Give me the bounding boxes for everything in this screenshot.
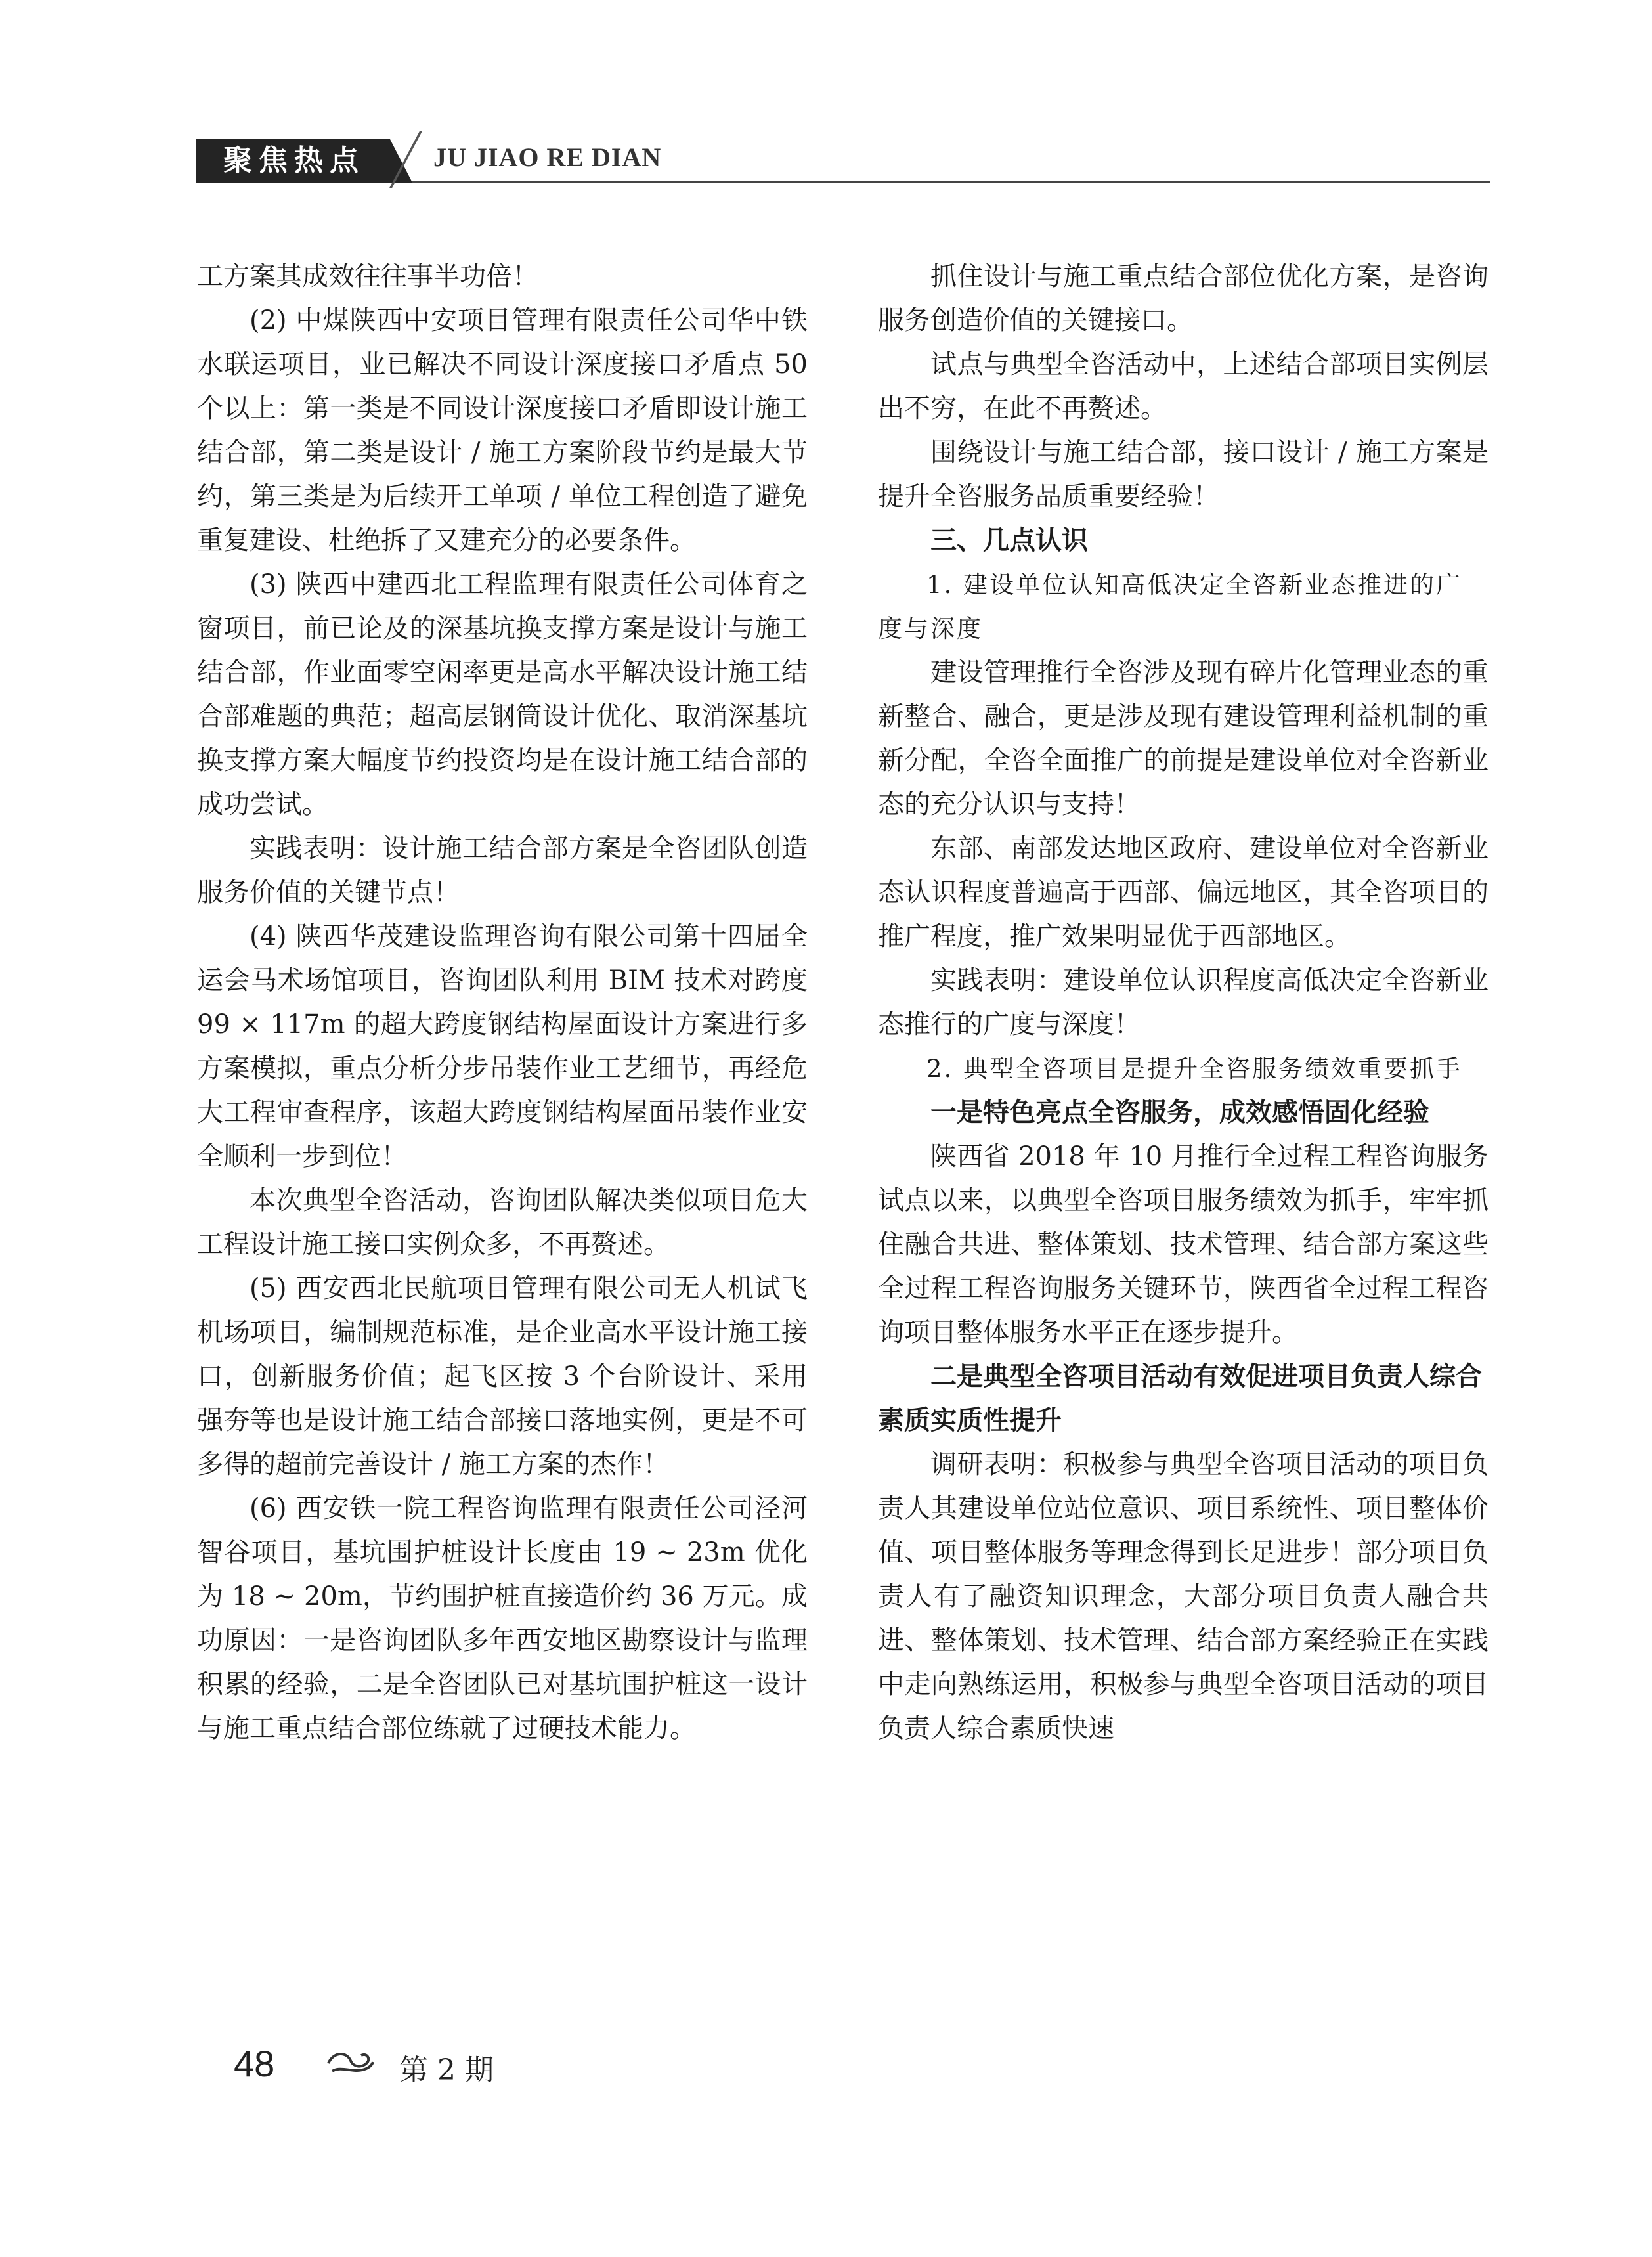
numbered-heading: 1. 建设单位认知高低决定全咨新业态推进的广度与深度 [878,571,1463,643]
paragraph: 调研表明：积极参与典型全咨项目活动的项目负责人其建设单位站位意识、项目系统性、项目整体价值、项目整体服务等理念得到长足进步！部分项目负责人有了融资知识理念，大部分项目负责人融合共进、整体策划、技术管理、结合部方案经验正在实践中走向熟练运用，积极参与典型全咨项目活动的项目负责人综合素质快速 [878,1449,1489,1743]
section-tab [196,139,412,183]
paragraph: (5) 西安西北民航项目管理有限公司无人机试飞机场项目，编制规范标准，是企业高水平设计施工接口，创新服务价值；起飞区按 3 个台阶设计、采用强夯等也是设计施工结合部接口落地实例，更是不可多得的超前完善设计 / 施工方案的杰作！ [197,1273,808,1479]
section-tab-notch [390,139,412,183]
paragraph: 试点与典型全咨活动中，上述结合部项目实例层出不穷，在此不再赘述。 [878,349,1489,424]
issue-label: 第 2 期 [399,2053,494,2087]
paragraph: 实践表明：设计施工结合部方案是全咨团队创造服务价值的关键节点！ [197,833,808,908]
paragraph: (4) 陕西华茂建设监理咨询有限公司第十四届全运会马术场馆项目，咨询团队利用 BIM 技术对跨度 99 × 117m 的超大跨度钢结构屋面设计方案进行多方案模拟，重点分析分步吊装作业工艺细节，再经危大工程审查程序，该超大跨度钢结构屋面吊装作业安全顺利一步到位！ [197,921,808,1172]
header-rule [412,181,1490,183]
bold-subheading: 二是典型全咨项目活动有效促进项目负责人综合素质实质性提升 [878,1361,1482,1435]
paragraph: (6) 西安铁一院工程咨询监理有限责任公司泾河智谷项目，基坑围护桩设计长度由 19 ~ 23m 优化为 18 ~ 20m，节约围护桩直接造价约 36 万元。成功原因：一是咨询团队多年西安地区勘察设计与监理积累的经验，二是全咨团队已对基坑围护桩这一设计与施工重点结合部位练就了过硬技术能力。 [197,1493,808,1743]
paragraph: 实践表明：建设单位认识程度高低决定全咨新业态推行的广度与深度！ [878,965,1489,1040]
paragraph: 陕西省 2018 年 10 月推行全过程工程咨询服务试点以来，以典型全咨项目服务绩效为抓手，牢牢抓住融合共进、整体策划、技术管理、结合部方案这些全过程工程咨询服务关键环节，陕西省全过程工程咨询项目整体服务水平正在逐步提升。 [878,1141,1489,1348]
section-pinyin-title: JU JIAO RE DIAN [433,142,662,172]
section-header [196,126,1490,183]
paragraph: 围绕设计与施工结合部，接口设计 / 施工方案是提升全咨服务品质重要经验！ [878,437,1489,512]
paragraph: (3) 陕西中建西北工程监理有限责任公司体育之窗项目，前已论及的深基坑换支撑方案是设计与施工结合部，作业面零空闲率更是高水平解决设计施工结合部难题的典范；超高层钢筒设计优化、取消深基坑换支撑方案大幅度节约投资均是在设计施工结合部的成功尝试。 [197,569,808,820]
paragraph: 本次典型全咨活动，咨询团队解决类似项目危大工程设计施工接口实例众多，不再赘述。 [197,1185,808,1260]
decorative-scroll-icon [324,2044,377,2083]
paragraph: 东部、南部发达地区政府、建设单位对全咨新业态认识程度普遍高于西部、偏远地区，其全咨项目的推广程度，推广效果明显优于西部地区。 [878,833,1489,952]
left-column [197,255,808,1751]
paragraph: (2) 中煤陕西中安项目管理有限责任公司华中铁水联运项目，业已解决不同设计深度接口矛盾点 50 个以上：第一类是不同设计深度接口矛盾即设计施工结合部，第二类是设计 / 施工方案阶段节约是最大节约，第三类是为后续开工单项 / 单位工程创造了避免重复建设、杜绝拆了又建充分的必要条件。 [197,305,808,556]
paragraph: 抓住设计与施工重点结合部位优化方案，是咨询服务创造价值的关键接口。 [878,261,1489,336]
section-tab-label: 聚焦热点 [223,144,365,177]
page-number: 48 [234,2043,275,2084]
section-heading: 三、几点认识 [930,525,1088,556]
bold-subheading: 一是特色亮点全咨服务，成效感悟固化经验 [930,1097,1429,1128]
right-column [878,255,1489,1751]
paragraph: 工方案其成效往往事半功倍！ [197,261,538,292]
paragraph: 建设管理推行全咨涉及现有碎片化管理业态的重新整合、融合，更是涉及现有建设管理利益机制的重新分配，全咨全面推广的前提是建设单位对全咨新业态的充分认识与支持！ [878,657,1489,820]
numbered-heading: 2. 典型全咨项目是提升全咨服务绩效重要抓手 [926,1055,1463,1083]
